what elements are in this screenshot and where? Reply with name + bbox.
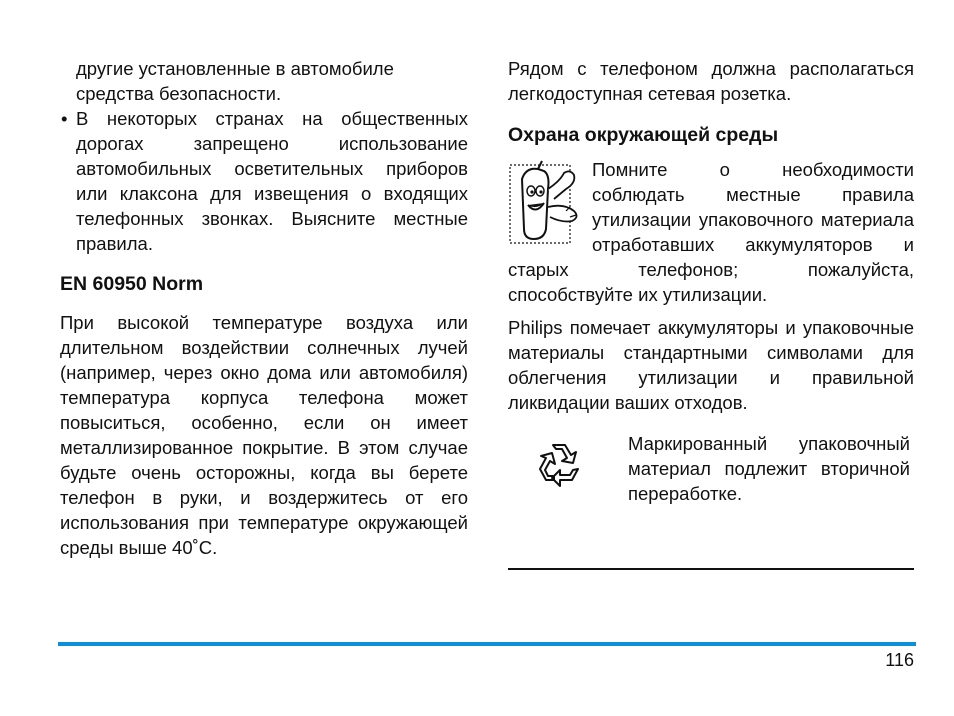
- recycle-note-text: Маркированный упаковочный материал подлежит вторичной переработке.: [628, 433, 910, 504]
- bullet-item: [60, 106, 468, 256]
- footer-accent-bar: [58, 642, 916, 646]
- recycle-icon: [534, 439, 584, 489]
- remember-paragraph: Помните о необходимости соблюдать местные правила утилизации упаковочного материала отработавших аккумуляторов и старых телефонов; пожалуйста, способствуйте их утилизации.: [508, 159, 914, 305]
- continuation-line-1: другие установленные в автомобиле: [76, 58, 394, 79]
- en60950-paragraph: При высокой температуре воздуха или длительном воздействии солнечных лучей (например, через окно дома или автомобиля) температура корпуса телефона может повыситься, особенно, если он имеет металлизированное покрытие. В этом случае будьте очень осторожны, когда вы берете телефон в руки, и воздержитесь от его использования при температуре окружающей среды выше 40˚C.: [60, 312, 468, 558]
- bullet-text: В некоторых странах на общественных дорогах запрещено использование автомобильных осветительных приборов или клаксона для извещения о входящих телефонных звонках. Выясните местные правила.: [76, 108, 468, 254]
- phone-character-icon: [508, 159, 586, 247]
- section-divider: [508, 568, 914, 570]
- right-column: [508, 56, 914, 539]
- bullet-mark: •: [61, 108, 68, 129]
- section-heading-environment: Охрана окружающей среды: [508, 124, 779, 146]
- page-number: 116: [885, 650, 914, 670]
- continuation-line-2: средства безопасности.: [76, 83, 282, 104]
- section-heading-en60950: EN 60950 Norm: [60, 273, 204, 295]
- remember-block: [508, 157, 914, 307]
- left-column: [60, 56, 468, 560]
- socket-paragraph: Рядом с телефоном должна располагаться легкодоступная сетевая розетка.: [508, 58, 914, 104]
- philips-paragraph: Philips помечает аккумуляторы и упаковочные материалы стандартными символами для облегчения утилизации и правильной ликвидации ваших отходов.: [508, 317, 914, 413]
- recycle-note: [508, 431, 914, 539]
